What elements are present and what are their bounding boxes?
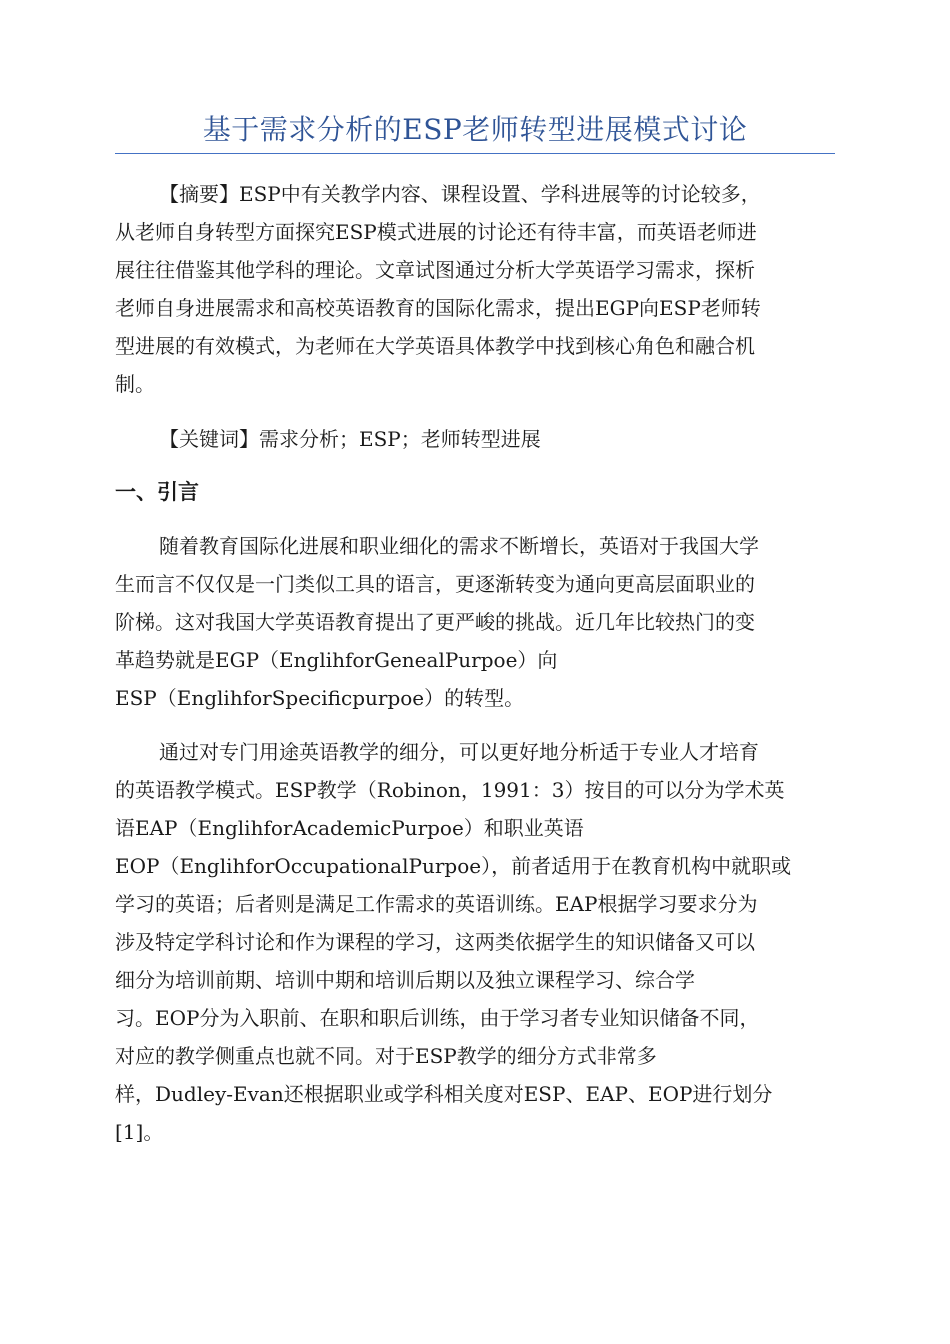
abstract-line: 型进展的有效模式，为老师在大学英语具体教学中找到核心角色和融合机 — [115, 334, 755, 358]
intro-paragraph-1 — [115, 527, 835, 717]
intro-line: 样，Dudley-Evan还根据职业或学科相关度对ESP、EAP、EOP进行划分 — [115, 1082, 773, 1106]
title-underline — [115, 153, 835, 154]
intro-line: 革趋势就是EGP（EnglihforGenealPurpoe）向 — [115, 648, 558, 672]
keywords-line: 【关键词】需求分析；ESP；老师转型进展 — [159, 427, 541, 451]
abstract-line: 从老师自身转型方面探究ESP模式进展的讨论还有待丰富，而英语老师进 — [115, 220, 757, 244]
intro-line: 细分为培训前期、培训中期和培训后期以及独立课程学习、综合学 — [115, 968, 695, 992]
intro-paragraph-2 — [115, 733, 835, 1151]
abstract-line: 制。 — [115, 372, 155, 396]
abstract-line: 老师自身进展需求和高校英语教育的国际化需求，提出EGP向ESP老师转 — [115, 296, 761, 320]
intro-line: 语EAP（EnglihforAcademicPurpoe）和职业英语 — [115, 816, 584, 840]
title-block — [115, 110, 835, 154]
document-body — [115, 170, 835, 1151]
intro-line: 学习的英语；后者则是满足工作需求的英语训练。EAP根据学习要求分为 — [115, 892, 758, 916]
abstract-paragraph — [115, 175, 835, 403]
intro-line: 涉及特定学科讨论和作为课程的学习，这两类依据学生的知识储备又可以 — [115, 930, 755, 954]
intro-line: ESP（EnglihforSpecificpurpoe）的转型。 — [115, 686, 525, 710]
abstract-line: 展往往借鉴其他学科的理论。文章试图通过分析大学英语学习需求，探析 — [115, 258, 755, 282]
intro-line: [1]。 — [115, 1120, 164, 1144]
intro-line: 对应的教学侧重点也就不同。对于ESP教学的细分方式非常多 — [115, 1044, 657, 1068]
intro-line: 的英语教学模式。ESP教学（Robinon，1991：3）按目的可以分为学术英 — [115, 778, 785, 802]
intro-line: EOP（EnglihforOccupationalPurpoe），前者适用于在教育机构中就职或 — [115, 854, 792, 878]
intro-line: 随着教育国际化进展和职业细化的需求不断增长，英语对于我国大学 — [159, 534, 759, 558]
intro-line: 生而言不仅仅是一门类似工具的语言，更逐渐转变为通向更高层面职业的 — [115, 572, 755, 596]
intro-line: 阶梯。这对我国大学英语教育提出了更严峻的挑战。近几年比较热门的变 — [115, 610, 755, 634]
section-heading-introduction: 一、引言 — [115, 480, 199, 504]
intro-line: 通过对专门用途英语教学的细分，可以更好地分析适于专业人才培育 — [159, 740, 759, 764]
document-title: 基于需求分析的ESP老师转型进展模式讨论 — [202, 113, 748, 146]
abstract-line: 【摘要】ESP中有关教学内容、课程设置、学科进展等的讨论较多， — [159, 182, 761, 206]
intro-line: 习。EOP分为入职前、在职和职后训练，由于学习者专业知识储备不同， — [115, 1006, 760, 1030]
keywords-paragraph — [115, 420, 835, 458]
